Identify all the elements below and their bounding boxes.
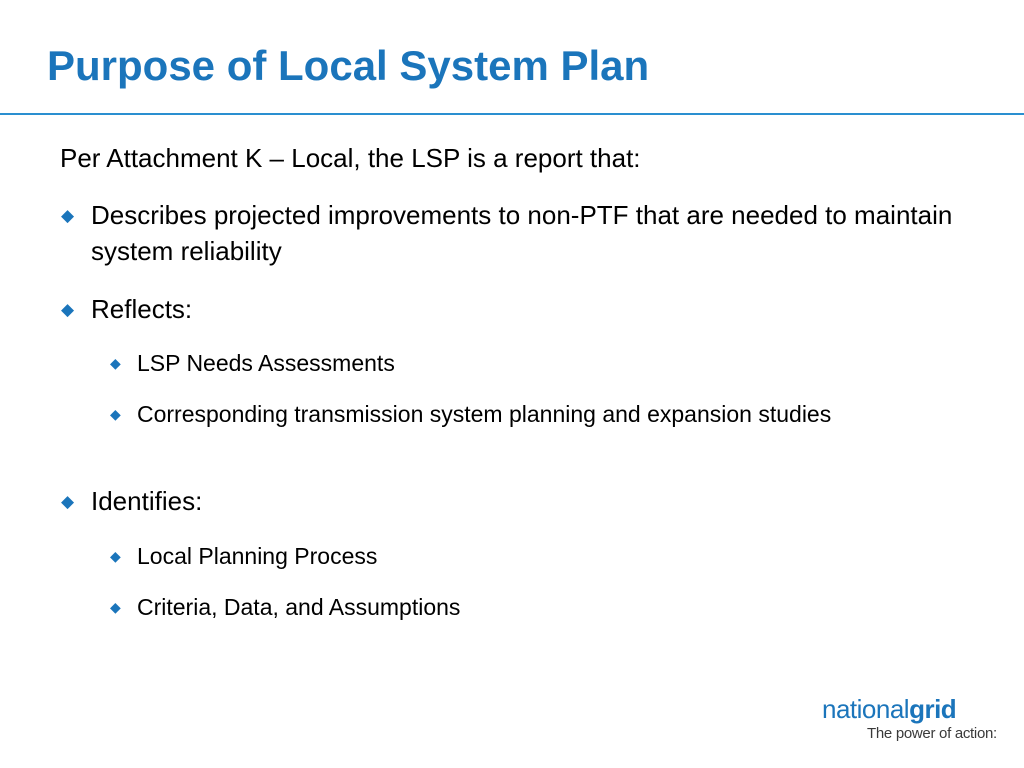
- bullet-text: Reflects:: [91, 294, 193, 324]
- bullet-text: Describes projected improvements to non-PTF that are needed to maintain system reliability: [91, 200, 953, 266]
- title-divider: [0, 113, 1024, 115]
- national-grid-logo: [822, 694, 1002, 746]
- diamond-bullet-icon: ◆: [110, 355, 121, 371]
- sub-bullet-text: Local Planning Process: [137, 543, 378, 569]
- diamond-bullet-icon: ◆: [110, 406, 121, 422]
- sub-bullet-lsp-needs: [110, 346, 957, 380]
- bullet-describes: [61, 197, 991, 269]
- logo-tagline: The power of action:: [867, 725, 997, 742]
- diamond-bullet-icon: ◆: [110, 599, 121, 615]
- logo-word-light: national: [822, 694, 910, 724]
- sub-bullet-text: LSP Needs Assessments: [137, 350, 395, 376]
- bullet-text: Identifies:: [91, 486, 203, 516]
- logo-wordmark: [822, 694, 956, 725]
- logo-word-bold: grid: [909, 694, 957, 724]
- diamond-bullet-icon: ◆: [110, 548, 121, 564]
- sub-bullet-criteria: [110, 590, 957, 624]
- sub-bullet-local-planning: [110, 539, 957, 573]
- sub-bullet-text: Criteria, Data, and Assumptions: [137, 594, 461, 620]
- intro-text: Per Attachment K – Local, the LSP is a report that:: [60, 143, 641, 173]
- diamond-bullet-icon: ◆: [61, 300, 75, 319]
- slide-title: Purpose of Local System Plan: [47, 42, 650, 89]
- diamond-bullet-icon: ◆: [61, 206, 75, 225]
- sub-bullet-text: Corresponding transmission system planning and expansion studies: [137, 401, 832, 427]
- bullet-identifies: [61, 483, 991, 519]
- diamond-bullet-icon: ◆: [61, 492, 75, 511]
- sub-bullet-corresponding: [110, 397, 957, 431]
- bullet-reflects: [61, 291, 991, 327]
